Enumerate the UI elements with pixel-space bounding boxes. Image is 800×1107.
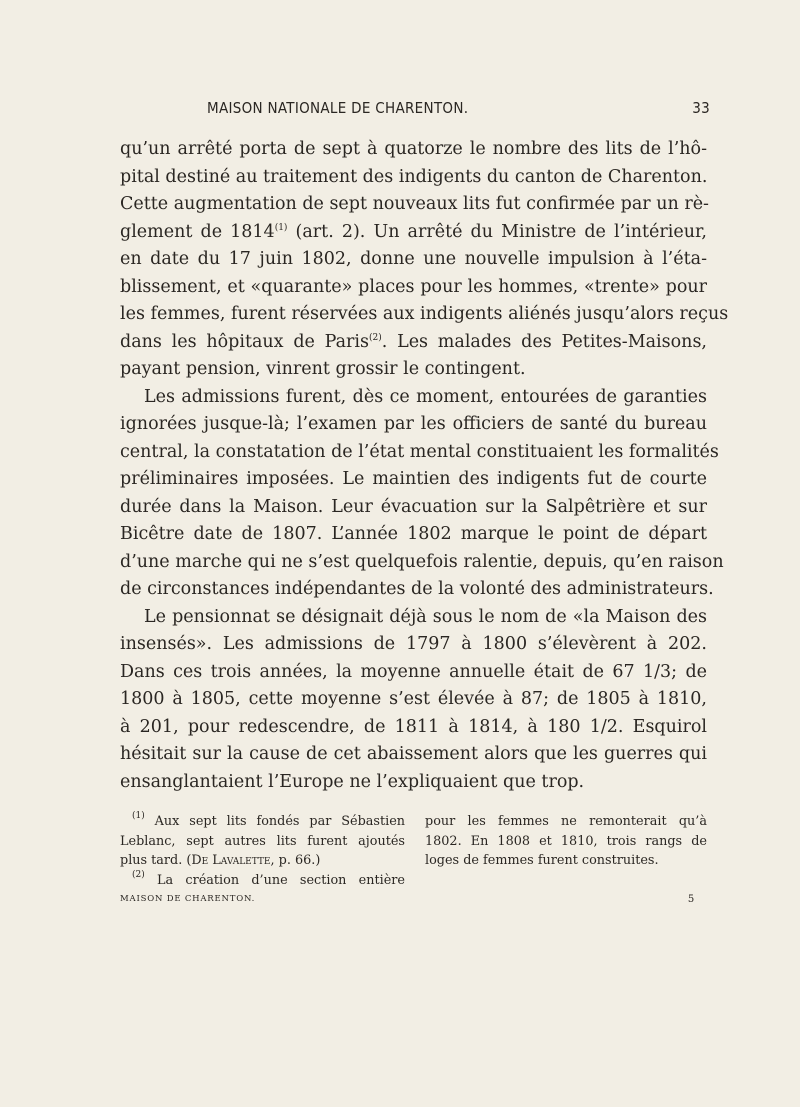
text-line: durée dans la Maison. Leur évacuation sur la Salpêtrière et sur bbox=[120, 496, 707, 517]
footnote-number: (2) bbox=[132, 869, 145, 880]
footnote-reference: (2) bbox=[369, 332, 382, 343]
footnote-text: , p. 66.) bbox=[270, 853, 321, 868]
footnote-column-left bbox=[120, 812, 405, 890]
text-line: les femmes, furent réservées aux indigents aliénés jusqu’alors reçus bbox=[120, 304, 729, 324]
text-line: de circonstances indépendantes de la volonté des administrateurs. bbox=[120, 579, 714, 599]
text-line: préliminaires imposées. Le maintien des indigents fut de courte bbox=[120, 469, 707, 489]
footnote-line bbox=[120, 851, 405, 871]
footnote-line bbox=[120, 871, 405, 891]
footnote-column-right bbox=[425, 812, 707, 871]
text-segment: glement de 1814 bbox=[120, 221, 275, 242]
text-line: ensanglantaient l’Europe ne l’expliquaient que trop. bbox=[120, 771, 585, 792]
footnote-author: De Lavalette bbox=[191, 853, 271, 868]
text-line: en date du 17 juin 1802, donne une nouvelle impulsion à l’éta- bbox=[120, 249, 707, 269]
text-line: blissement, et «quarante» places pour les hommes, «trente» pour bbox=[120, 276, 707, 297]
text-line: Les admissions furent, dès ce moment, entourées de garanties bbox=[144, 386, 707, 407]
signature-mark: 5 bbox=[687, 894, 695, 905]
text-line: qu’un arrêté porta de sept à quatorze le nombre des lits de l’hô- bbox=[120, 139, 707, 159]
text-line: à 201, pour redescendre, de 1811 à 1814, à 180 1/2. Esquirol bbox=[120, 716, 707, 737]
text-line: insensés». Les admissions de 1797 à 1800 s’élevèrent à 202. bbox=[120, 634, 707, 654]
text-line bbox=[120, 219, 707, 247]
running-head bbox=[110, 99, 710, 123]
text-line: Dans ces trois années, la moyenne annuelle était de 67 1/3; de bbox=[120, 661, 707, 682]
footnote-line bbox=[120, 812, 405, 832]
footnote-text: Aux sept lits fondés par Sébastien bbox=[154, 814, 406, 829]
text-line: d’une marche qui ne s’est quelquefois ralentie, depuis, qu’en raison bbox=[120, 551, 724, 572]
text-line: pital destiné au traitement des indigents du canton de Charenton. bbox=[120, 166, 708, 187]
signature-text: MAISON DE CHARENTON. bbox=[120, 894, 256, 904]
footnote-reference: (1) bbox=[274, 222, 288, 233]
footnote-line: loges de femmes furent construites. bbox=[425, 853, 659, 868]
printer-signature bbox=[120, 894, 707, 908]
text-line bbox=[120, 329, 707, 357]
body-text bbox=[120, 136, 729, 796]
text-line: Bicêtre date de 1807. L’année 1802 marque le point de départ bbox=[120, 524, 707, 544]
page-number: 33 bbox=[692, 99, 710, 117]
footnote-text: plus tard. ( bbox=[120, 853, 192, 868]
running-title: MAISON NATIONALE DE CHARENTON. bbox=[207, 99, 469, 117]
text-line: ignorées jusque-là; l’examen par les officiers de santé du bureau bbox=[120, 414, 707, 434]
footnote-line: Leblanc, sept autres lits furent ajoutés bbox=[120, 833, 405, 849]
text-line: Le pensionnat se désignait déjà sous le nom de «la Maison des bbox=[144, 606, 707, 627]
text-segment: dans les hôpitaux de Paris bbox=[120, 331, 369, 352]
footnote-text: La création d’une section entière bbox=[157, 872, 405, 888]
text-line: payant pension, vinrent grossir le contingent. bbox=[120, 359, 526, 379]
text-line: 1800 à 1805, cette moyenne s’est élevée à 87; de 1805 à 1810, bbox=[120, 689, 707, 709]
text-segment: (art. 2). Un arrêté du Ministre de l’intérieur, bbox=[295, 221, 707, 242]
text-line: hésitait sur la cause de cet abaissement alors que les guerres qui bbox=[120, 744, 707, 764]
footnote-line: pour les femmes ne remonterait qu’à bbox=[425, 814, 707, 829]
footnote-number: (1) bbox=[132, 811, 145, 821]
text-segment: . Les malades des Petites-Maisons, bbox=[381, 331, 707, 352]
text-line: central, la constatation de l’état mental constituaient les formalités bbox=[120, 441, 719, 462]
footnote-line: 1802. En 1808 et 1810, trois rangs de bbox=[425, 833, 707, 849]
text-line: Cette augmentation de sept nouveaux lits fut confirmée par un rè- bbox=[120, 194, 709, 214]
